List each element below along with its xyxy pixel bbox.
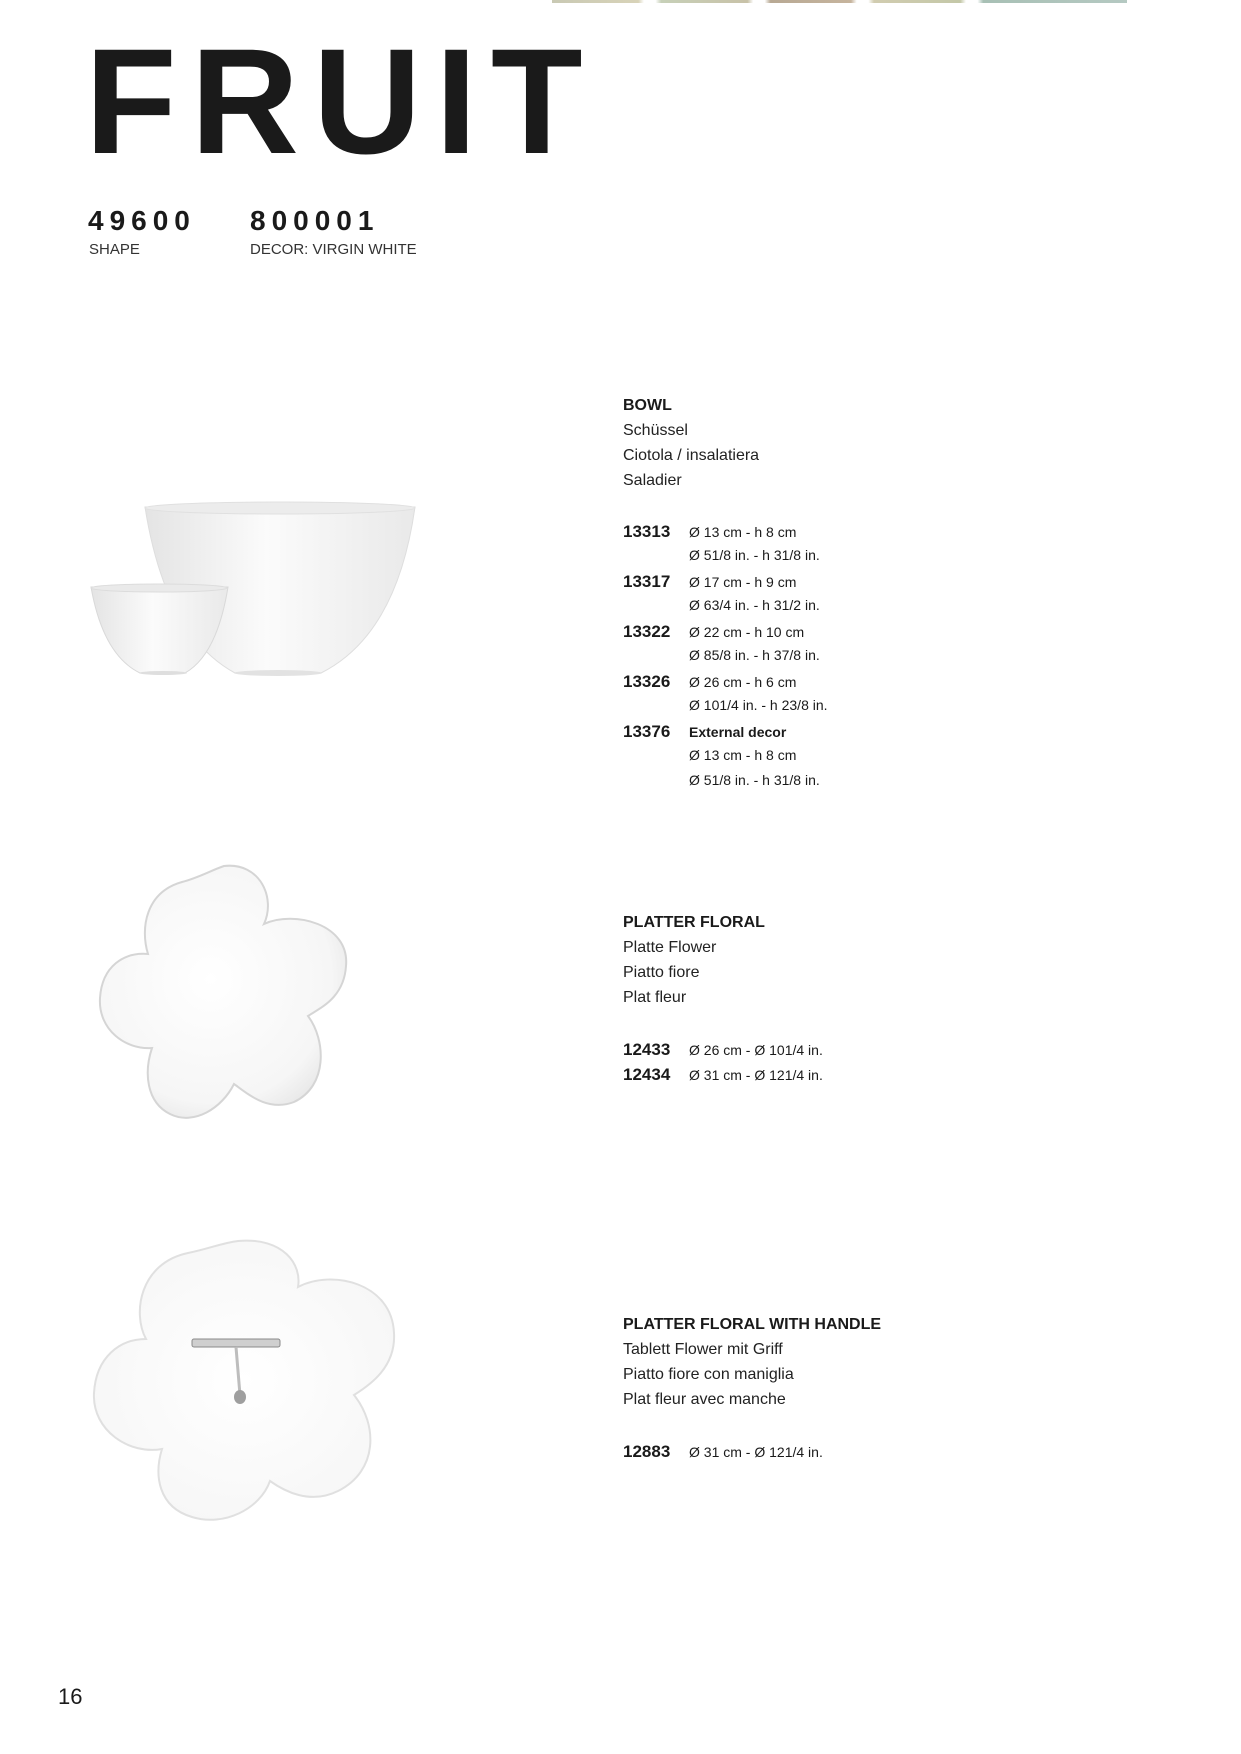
product-translation: Piatto fiore con maniglia bbox=[623, 1366, 794, 1383]
item-spec: Ø 26 cm - h 6 cm bbox=[689, 674, 797, 690]
decor-code: 800001 bbox=[250, 205, 380, 236]
item-code: 13322 bbox=[623, 622, 671, 641]
platter-floral-image bbox=[88, 858, 360, 1130]
product-translation: Schüssel bbox=[623, 422, 688, 439]
product-name: BOWL bbox=[623, 397, 672, 414]
product-translation: Piatto fiore bbox=[623, 964, 700, 981]
item-spec: Ø 31 cm - Ø 121/4 in. bbox=[689, 1067, 823, 1083]
spec-line bbox=[623, 647, 820, 671]
item-code: 13313 bbox=[623, 522, 671, 541]
platter-handle-image bbox=[88, 1235, 400, 1535]
item-code: 13376 bbox=[623, 722, 671, 741]
item-spec: Ø 22 cm - h 10 cm bbox=[689, 624, 805, 640]
spec-line bbox=[623, 747, 796, 771]
item-spec: Ø 51/8 in. - h 31/8 in. bbox=[689, 772, 820, 788]
item-code: 12883 bbox=[623, 1442, 671, 1461]
spec-line bbox=[623, 622, 804, 646]
product-translation: Tablett Flower mit Griff bbox=[623, 1341, 783, 1358]
product-translation: Ciotola / insalatiera bbox=[623, 447, 760, 464]
item-spec: Ø 101/4 in. - h 23/8 in. bbox=[689, 697, 828, 713]
item-spec: Ø 31 cm - Ø 121/4 in. bbox=[689, 1444, 823, 1460]
product-translation: Saladier bbox=[623, 472, 682, 489]
spec-line bbox=[623, 697, 828, 721]
spec-line bbox=[623, 572, 796, 596]
spec-line bbox=[623, 672, 796, 696]
spec-line bbox=[623, 522, 796, 546]
item-spec: Ø 63/4 in. - h 31/2 in. bbox=[689, 597, 820, 613]
top-image-strip bbox=[552, 0, 1127, 3]
item-spec: Ø 26 cm - Ø 101/4 in. bbox=[689, 1042, 823, 1058]
product-name: PLATTER FLORAL bbox=[623, 914, 765, 931]
product-translation: Platte Flower bbox=[623, 939, 717, 956]
item-spec: Ø 51/8 in. - h 31/8 in. bbox=[689, 547, 820, 563]
item-code: 12434 bbox=[623, 1065, 671, 1084]
product-translation: Plat fleur bbox=[623, 989, 687, 1006]
spec-line bbox=[623, 597, 820, 621]
item-spec: Ø 13 cm - h 8 cm bbox=[689, 524, 797, 540]
decor-caption: DECOR: VIRGIN WHITE bbox=[250, 241, 417, 258]
item-spec: External decor bbox=[689, 724, 787, 740]
shape-caption: SHAPE bbox=[89, 241, 140, 258]
item-code: 13326 bbox=[623, 672, 671, 691]
item-code: 12433 bbox=[623, 1040, 671, 1059]
spec-line bbox=[623, 1442, 823, 1466]
spec-line bbox=[623, 1065, 823, 1089]
item-spec: Ø 13 cm - h 8 cm bbox=[689, 747, 797, 763]
shape-code: 49600 bbox=[88, 205, 196, 236]
bowl-image bbox=[85, 495, 425, 685]
product-translation: Plat fleur avec manche bbox=[623, 1391, 786, 1408]
spec-line bbox=[623, 722, 786, 746]
item-code: 13317 bbox=[623, 572, 671, 591]
spec-line bbox=[623, 1040, 823, 1064]
spec-line bbox=[623, 772, 820, 796]
product-name: PLATTER FLORAL WITH HANDLE bbox=[623, 1316, 882, 1333]
page-number: 16 bbox=[58, 1684, 83, 1709]
spec-line bbox=[623, 547, 820, 571]
item-spec: Ø 17 cm - h 9 cm bbox=[689, 574, 797, 590]
big-title-fragment: FRUIT bbox=[85, 17, 597, 185]
item-spec: Ø 85/8 in. - h 37/8 in. bbox=[689, 647, 820, 663]
